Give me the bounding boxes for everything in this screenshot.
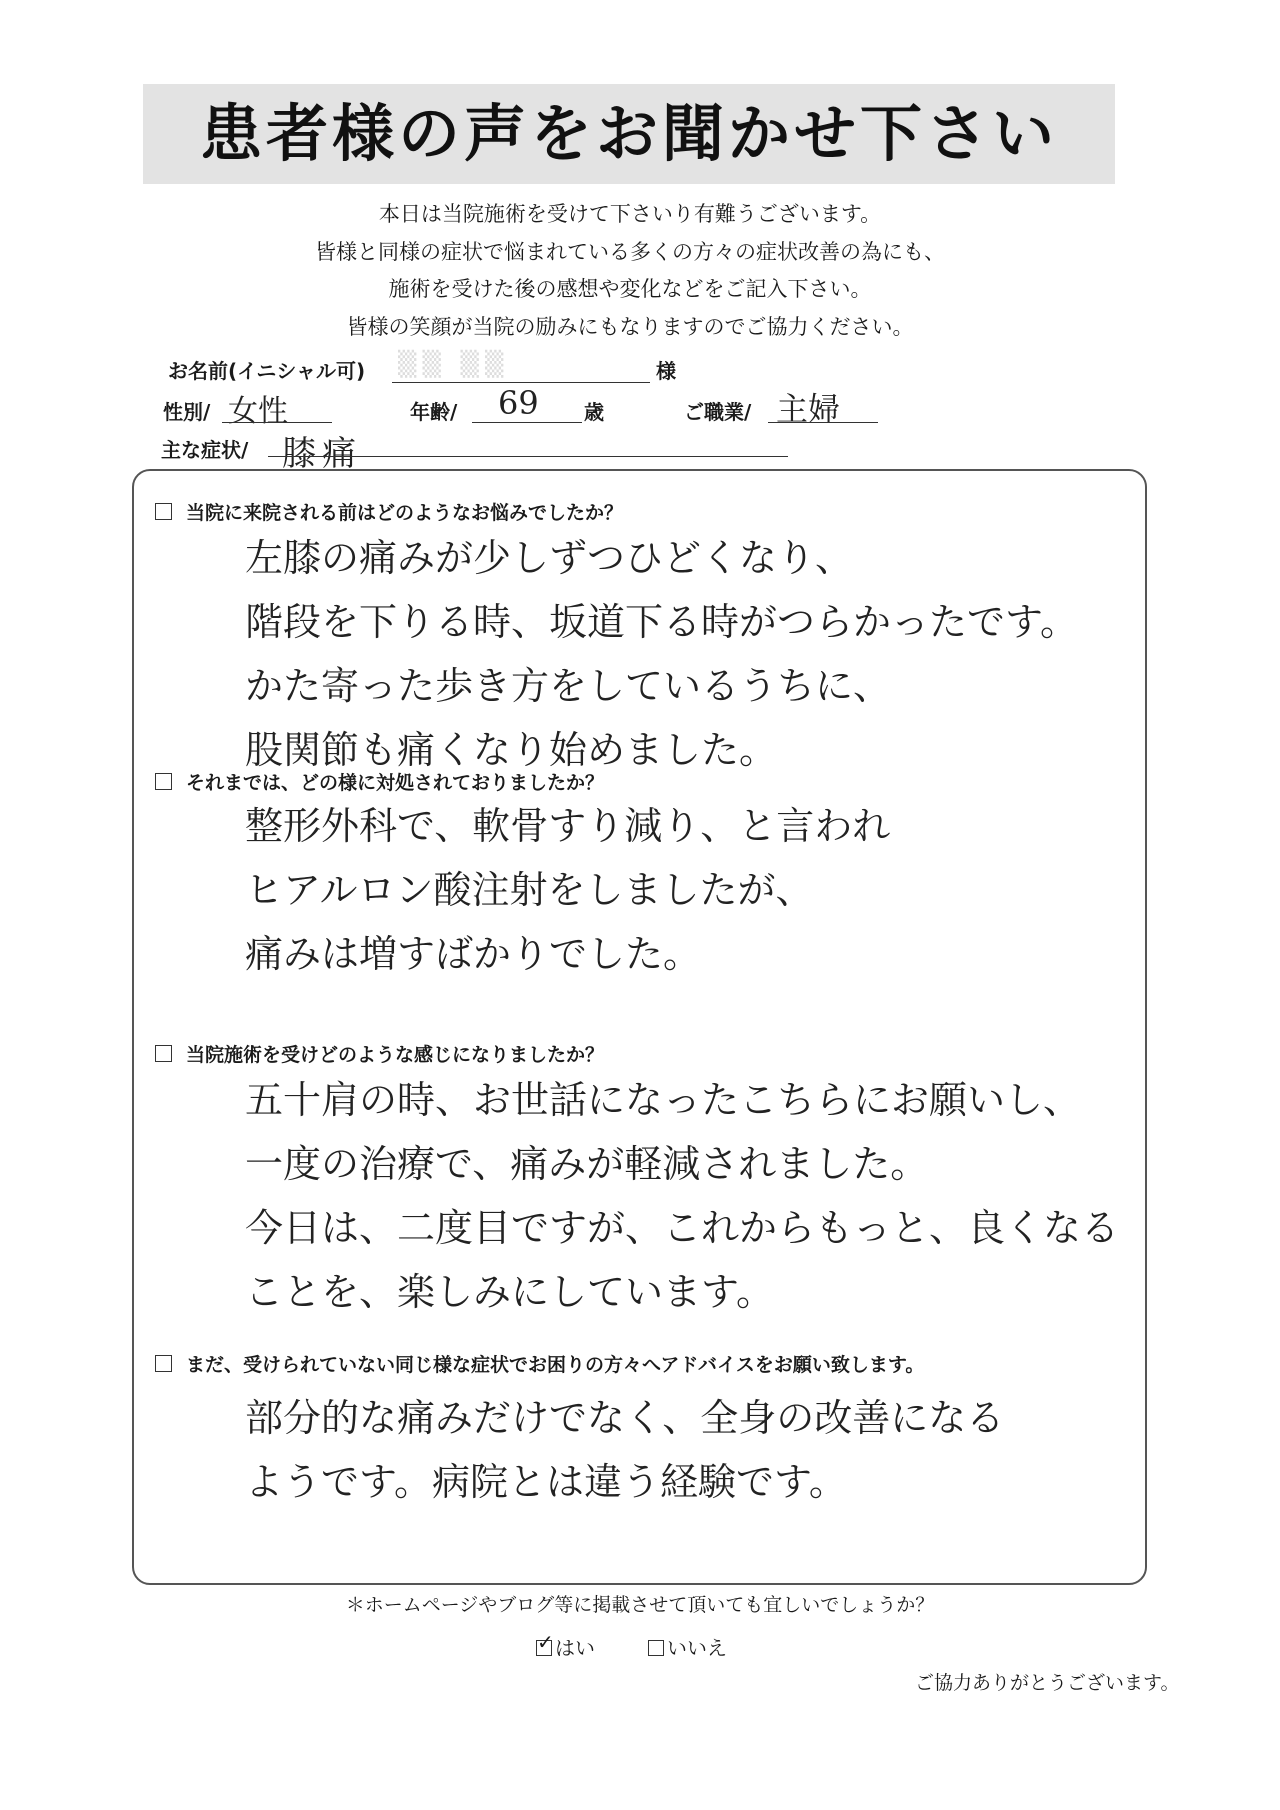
answer-2: [245, 794, 890, 986]
answer-line: 一度の治療で、痛みが軽減されました。: [245, 1142, 929, 1186]
checkbox-icon[interactable]: [155, 503, 172, 520]
question-2-text: それまでは、どの様に対処されておりましたか？: [186, 772, 605, 794]
question-3-text: 当院施術を受けどのような感じになりましたか？: [186, 1044, 605, 1066]
answer-line: ヒアルロン酸注射をしましたが、: [245, 868, 814, 912]
answer-line: 股関節も痛くなり始めました。: [245, 728, 778, 772]
name-label: お名前(イニシャル可): [168, 359, 366, 383]
intro-text: [180, 196, 1080, 346]
age-value: 69: [498, 384, 539, 422]
yes-checkbox[interactable]: [536, 1630, 554, 1656]
answer-line: かた寄った歩き方をしているうちに、: [245, 664, 892, 708]
answer-1: [245, 526, 1078, 782]
answer-line: 今日は、二度目ですが、これからもっと、良くなる: [245, 1206, 1120, 1250]
gender-label: 性別/: [163, 400, 211, 424]
publish-question: ＊ホームページやブログ等に掲載させて頂いても宜しいでしょうか？: [345, 1594, 935, 1616]
check-icon: ✓: [537, 1630, 554, 1654]
age-line: [472, 422, 582, 423]
option-yes[interactable]: [536, 1632, 595, 1661]
intro-line: 施術を受けた後の感想や変化などをご記入下さい。: [388, 277, 872, 301]
occupation-line: [768, 422, 878, 423]
gender-line: [222, 422, 332, 423]
checkbox-icon[interactable]: [155, 773, 172, 790]
question-2: [155, 768, 604, 795]
page-title: 患者様の声をお聞かせ下さい: [199, 97, 1058, 170]
name-suffix: 様: [656, 359, 676, 383]
age-label: 年齢/: [410, 400, 458, 424]
answer-line: 痛みは増すばかりでした。: [245, 932, 702, 976]
yes-label: はい: [555, 1636, 595, 1660]
answer-3: [245, 1068, 1119, 1324]
intro-line: 皆様と同様の症状で悩まれている多くの方々の症状改善の為にも、: [315, 239, 945, 264]
symptom-label: 主な症状/: [161, 438, 249, 462]
intro-line: 皆様の笑顔が当院の励みにもなりますのでご協力ください。: [346, 314, 914, 339]
symptom-line: [268, 456, 788, 457]
no-label: いいえ: [667, 1636, 727, 1660]
age-suffix: 歳: [584, 400, 604, 424]
name-line: [392, 382, 650, 383]
occupation-label: ご職業/: [684, 400, 752, 424]
no-checkbox[interactable]: [648, 1640, 664, 1656]
answer-line: 左膝の痛みが少しずつひどくなり、: [245, 536, 854, 580]
checkbox-icon[interactable]: [155, 1045, 172, 1062]
gender-value: 女性: [228, 394, 288, 429]
occupation-value: 主婦: [776, 390, 841, 428]
thanks-text: ご協力ありがとうございます。: [915, 1672, 1180, 1694]
symptom-value: 膝痛: [282, 434, 362, 474]
answer-4: [245, 1386, 1004, 1514]
question-1-text: 当院に来院される前はどのようなお悩みでしたか？: [186, 502, 624, 524]
answer-line: 部分的な痛みだけでなく、全身の改善になる: [245, 1396, 1005, 1440]
name-redacted: ▒▒ ▒▒: [398, 350, 510, 378]
option-no[interactable]: [648, 1632, 727, 1661]
question-4-text: まだ、受けられていない同じ様な症状でお困りの方々へアドバイスをお願い致します。: [186, 1354, 925, 1376]
answer-line: 五十肩の時、お世話になったこちらにお願いし、: [245, 1078, 1082, 1122]
answer-line: 整形外科で、軟骨すり減り、と言われ: [245, 804, 891, 848]
answer-line: 階段を下りる時、坂道下る時がつらかったです。: [245, 600, 1078, 644]
question-1: [155, 498, 623, 525]
question-4: [155, 1350, 924, 1377]
checkbox-icon[interactable]: [155, 1355, 172, 1372]
answer-line: ことを、楽しみにしています。: [245, 1270, 774, 1314]
answer-line: ようです。病院とは違う経験です。: [245, 1460, 847, 1504]
question-3: [155, 1040, 604, 1067]
intro-line: 本日は当院施術を受けて下さいり有難うございます。: [378, 202, 882, 226]
